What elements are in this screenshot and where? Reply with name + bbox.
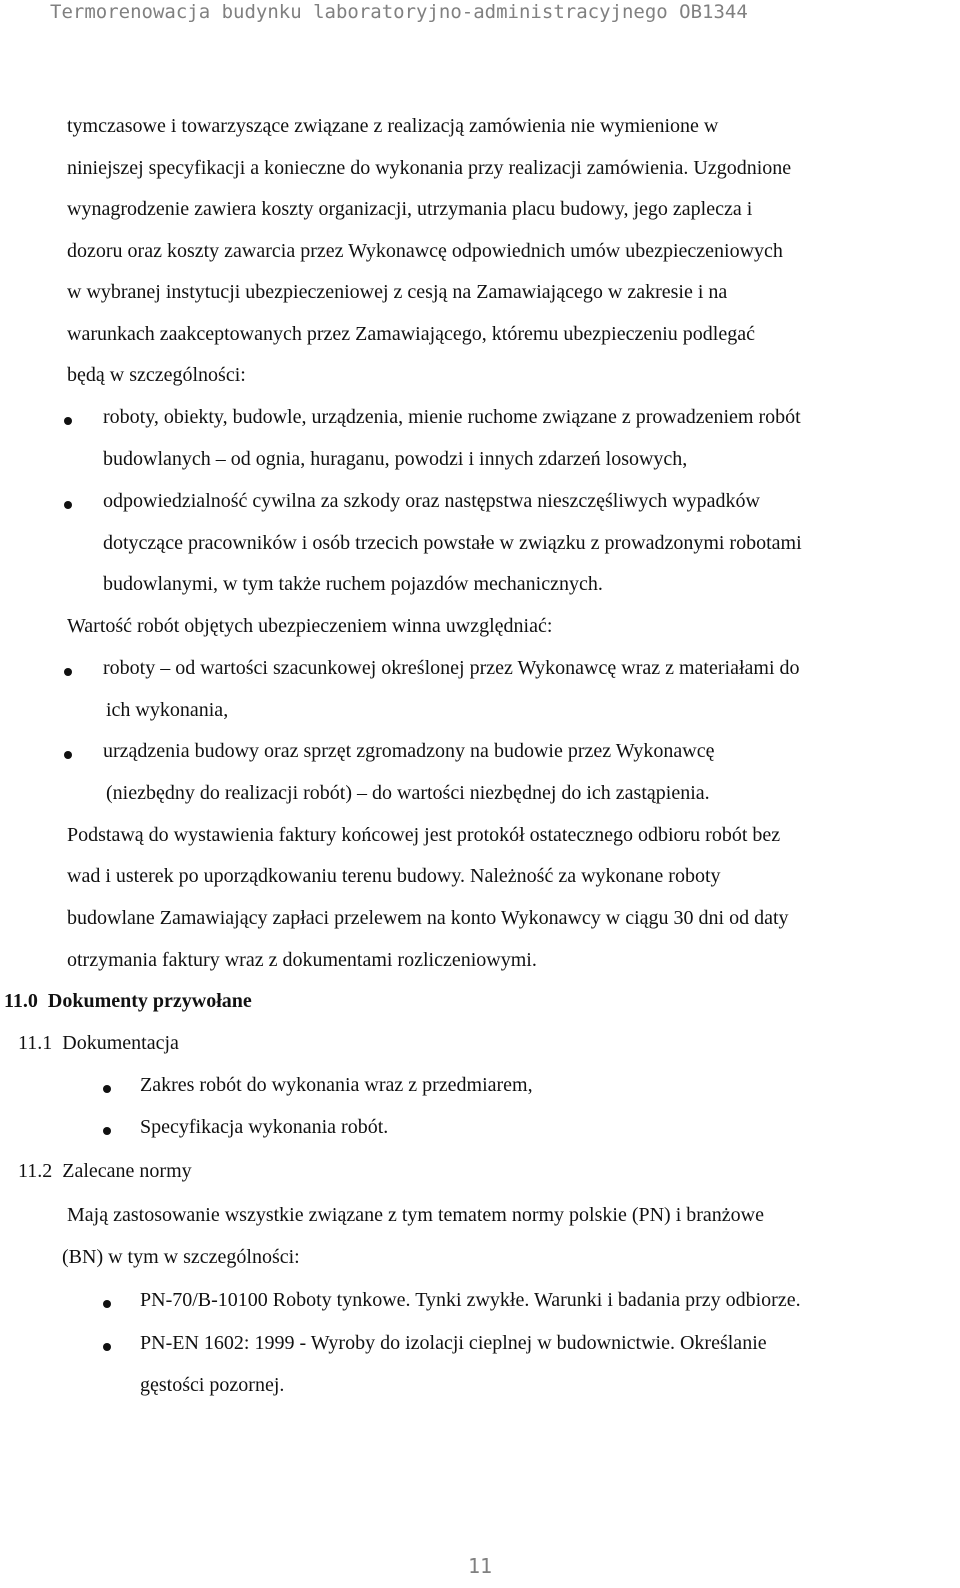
paragraph-line: wad i usterek po uporządkowaniu terenu budowy. Należność za wykonane roboty xyxy=(67,865,721,887)
paragraph-line: tymczasowe i towarzyszące związane z realizacją zamówienia nie wymienione w xyxy=(67,115,719,137)
bullet-icon xyxy=(64,751,72,759)
paragraph-line: Wartość robót objętych ubezpieczeniem winna uwzględniać: xyxy=(67,615,553,637)
bullet-icon xyxy=(103,1300,111,1308)
paragraph-line: będą w szczególności: xyxy=(67,364,246,386)
list-item: PN-EN 1602: 1999 - Wyroby do izolacji cieplnej w budownictwie. Określanie xyxy=(140,1332,767,1354)
paragraph-line: dozoru oraz koszty zawarcia przez Wykonawcę odpowiednich umów ubezpieczeniowych xyxy=(67,240,783,262)
list-item: Specyfikacja wykonania robót. xyxy=(140,1116,389,1138)
list-item: PN-70/B-10100 Roboty tynkowe. Tynki zwykłe. Warunki i badania przy odbiorze. xyxy=(140,1289,801,1311)
list-item: urządzenia budowy oraz sprzęt zgromadzony na budowie przez Wykonawcę xyxy=(103,740,715,762)
list-item: (niezbędny do realizacji robót) – do wartości niezbędnej do ich zastąpienia. xyxy=(106,782,710,804)
paragraph-line: w wybranej instytucji ubezpieczeniowej z cesją na Zamawiającego w zakresie i na xyxy=(67,281,728,303)
subsection-heading: 11.1 Dokumentacja xyxy=(18,1032,179,1054)
paragraph-line: (BN) w tym w szczególności: xyxy=(62,1246,300,1268)
bullet-icon xyxy=(103,1343,111,1351)
paragraph-line: budowlane Zamawiający zapłaci przelewem na konto Wykonawcy w ciągu 30 dni od daty xyxy=(67,907,789,929)
list-item: odpowiedzialność cywilna za szkody oraz następstwa nieszczęśliwych wypadków xyxy=(103,490,761,512)
section-heading: 11.0 Dokumenty przywołane xyxy=(4,990,252,1012)
bullet-icon xyxy=(64,417,72,425)
list-item: ich wykonania, xyxy=(106,699,229,721)
paragraph-line: wynagrodzenie zawiera koszty organizacji, utrzymania placu budowy, jego zaplecza i xyxy=(67,198,753,220)
list-item: roboty, obiekty, budowle, urządzenia, mienie ruchome związane z prowadzeniem robót xyxy=(103,406,801,428)
paragraph-line: Podstawą do wystawienia faktury końcowej jest protokół ostatecznego odbioru robót bez xyxy=(67,824,781,846)
list-item: gęstości pozornej. xyxy=(140,1374,285,1396)
paragraph-line: warunkach zaakceptowanych przez Zamawiającego, któremu ubezpieczeniu podlegać xyxy=(67,323,755,345)
bullet-icon xyxy=(64,501,72,509)
paragraph-line: otrzymania faktury wraz z dokumentami rozliczeniowymi. xyxy=(67,949,537,971)
list-item: roboty – od wartości szacunkowej określonej przez Wykonawcę wraz z materiałami do xyxy=(103,657,800,679)
bullet-icon xyxy=(103,1085,111,1093)
document-header: Termorenowacja budynku laboratoryjno-administracyjnego OB1344 xyxy=(50,1,748,23)
bullet-icon xyxy=(64,668,72,676)
page-number: 11 xyxy=(467,1554,493,1578)
list-item: Zakres robót do wykonania wraz z przedmiarem, xyxy=(140,1074,533,1096)
list-item: dotyczące pracowników i osób trzecich powstałe w związku z prowadzonymi robotami xyxy=(103,532,802,554)
paragraph-line: niniejszej specyfikacji a konieczne do wykonania przy realizacji zamówienia. Uzgodnione xyxy=(67,157,792,179)
list-item: budowlanymi, w tym także ruchem pojazdów mechanicznych. xyxy=(103,573,603,595)
list-item: budowlanych – od ognia, huraganu, powodzi i innych zdarzeń losowych, xyxy=(103,448,688,470)
subsection-heading: 11.2 Zalecane normy xyxy=(18,1160,192,1182)
paragraph-line: Mają zastosowanie wszystkie związane z tym tematem normy polskie (PN) i branżowe xyxy=(67,1204,765,1226)
bullet-icon xyxy=(103,1127,111,1135)
